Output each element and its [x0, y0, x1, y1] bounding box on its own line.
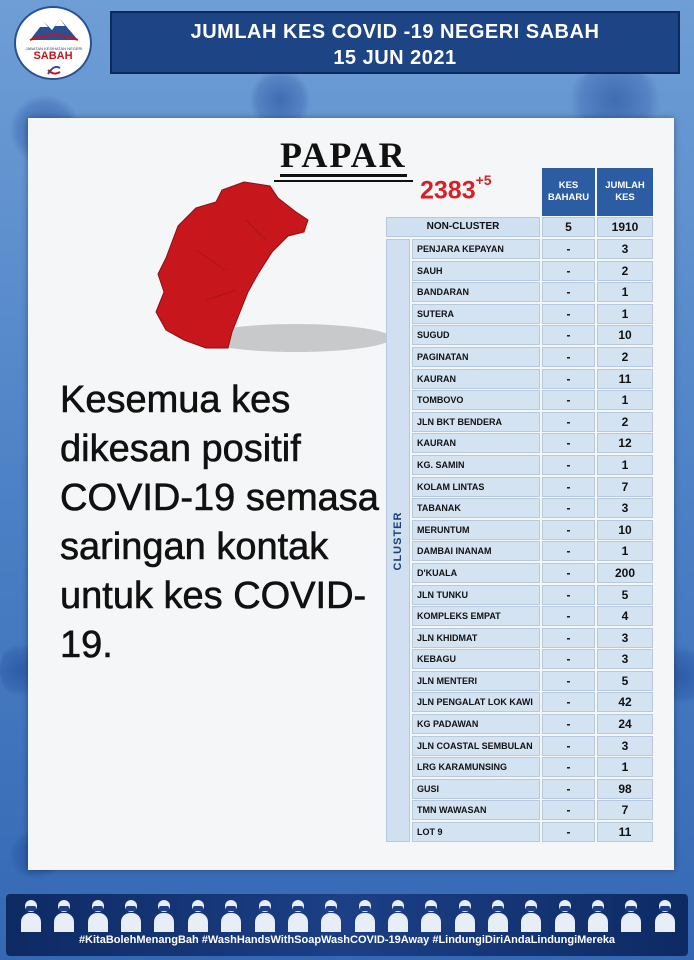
- cluster-total-cases: 2: [597, 261, 653, 281]
- page-header: [110, 11, 680, 74]
- cluster-new-cases: -: [542, 541, 595, 561]
- cluster-label: CLUSTER: [392, 511, 404, 570]
- table-row: [412, 261, 653, 283]
- cluster-new-cases: -: [542, 304, 595, 324]
- cluster-name: KOLAM LINTAS: [412, 477, 540, 497]
- cluster-name: GUSI: [412, 779, 540, 799]
- cluster-name: JLN PENGALAT LOK KAWI: [412, 692, 540, 712]
- table-row: [412, 239, 653, 261]
- person-figure-icon: [187, 896, 209, 932]
- logo-subtitle: JABATAN KESIHATAN NEGERI: [25, 46, 83, 51]
- page-title: JUMLAH KES COVID -19 NEGERI SABAH: [190, 21, 600, 43]
- cluster-total-cases: 11: [597, 822, 653, 842]
- table-row: [412, 282, 653, 304]
- person-figure-icon: [53, 896, 75, 932]
- cluster-name: MERUNTUM: [412, 520, 540, 540]
- cluster-name: TOMBOVO: [412, 390, 540, 410]
- cluster-name: JLN TUNKU: [412, 585, 540, 605]
- sabah-health-logo: [14, 6, 92, 80]
- cluster-table: [412, 239, 653, 844]
- cluster-total-cases: 11: [597, 369, 653, 389]
- cluster-new-cases: -: [542, 779, 595, 799]
- cluster-new-cases: -: [542, 239, 595, 259]
- cluster-total-cases: 3: [597, 498, 653, 518]
- cluster-name: LOT 9: [412, 822, 540, 842]
- table-row: [412, 736, 653, 758]
- table-row: [412, 585, 653, 607]
- cluster-new-cases: -: [542, 498, 595, 518]
- cluster-name: PAGINATAN: [412, 347, 540, 367]
- cluster-name: KEBAGU: [412, 649, 540, 669]
- cluster-total-cases: 3: [597, 628, 653, 648]
- cluster-total-cases: 1: [597, 757, 653, 777]
- cluster-total-cases: 7: [597, 800, 653, 820]
- cluster-name: SAUH: [412, 261, 540, 281]
- cluster-new-cases: -: [542, 412, 595, 432]
- cluster-new-cases: -: [542, 325, 595, 345]
- table-row: [412, 541, 653, 563]
- cluster-label-cell: [386, 239, 410, 842]
- cluster-new-cases: -: [542, 477, 595, 497]
- cluster-total-cases: 1: [597, 390, 653, 410]
- person-figure-icon: [153, 896, 175, 932]
- table-row: [412, 822, 653, 844]
- table-row: [412, 325, 653, 347]
- table-row: [412, 347, 653, 369]
- cluster-total-cases: 7: [597, 477, 653, 497]
- person-figure-icon: [587, 896, 609, 932]
- cluster-total-cases: 5: [597, 585, 653, 605]
- cluster-total-cases: 3: [597, 649, 653, 669]
- cluster-name: KG. SAMIN: [412, 455, 540, 475]
- cluster-new-cases: -: [542, 671, 595, 691]
- cluster-name: JLN KHIDMAT: [412, 628, 540, 648]
- total-cases-value: 2383: [420, 176, 476, 205]
- cluster-total-cases: 200: [597, 563, 653, 583]
- cluster-name: KG PADAWAN: [412, 714, 540, 734]
- footer-hashtags: #KitaBolehMenangBah #WashHandsWithSoapWashCOVID-19Away #LindungiDiriAndaLindungiMereka: [78, 934, 616, 946]
- table-row: [412, 412, 653, 434]
- noncluster-total: 1910: [597, 217, 653, 237]
- table-row: [412, 498, 653, 520]
- table-row: [412, 433, 653, 455]
- table-row: [412, 757, 653, 779]
- person-figure-icon: [620, 896, 642, 932]
- district-card: [28, 118, 674, 870]
- person-figure-icon: [120, 896, 142, 932]
- sabah-health-logo-icon: [28, 16, 80, 42]
- table-row: [412, 628, 653, 650]
- cluster-new-cases: -: [542, 369, 595, 389]
- district-map-icon: [136, 180, 386, 355]
- table-row: [412, 692, 653, 714]
- cluster-name: JLN MENTERI: [412, 671, 540, 691]
- table-row: [412, 800, 653, 822]
- cluster-new-cases: -: [542, 433, 595, 453]
- frontliner-figures-icon: [20, 896, 676, 932]
- person-figure-icon: [354, 896, 376, 932]
- table-row: [412, 606, 653, 628]
- cluster-total-cases: 24: [597, 714, 653, 734]
- person-figure-icon: [487, 896, 509, 932]
- table-row: [412, 649, 653, 671]
- cluster-name: TABANAK: [412, 498, 540, 518]
- person-figure-icon: [254, 896, 276, 932]
- cluster-name: JLN BKT BENDERA: [412, 412, 540, 432]
- cluster-new-cases: -: [542, 347, 595, 367]
- cluster-new-cases: -: [542, 261, 595, 281]
- person-figure-icon: [420, 896, 442, 932]
- cluster-new-cases: -: [542, 585, 595, 605]
- cluster-new-cases: -: [542, 736, 595, 756]
- person-figure-icon: [387, 896, 409, 932]
- case-message: Kesemua kes dikesan positif COVID-19 semasa saringan kontak untuk kes COVID-19.: [60, 379, 379, 666]
- cluster-name: BANDARAN: [412, 282, 540, 302]
- cluster-total-cases: 3: [597, 239, 653, 259]
- cluster-name: JLN COASTAL SEMBULAN: [412, 736, 540, 756]
- cluster-new-cases: -: [542, 390, 595, 410]
- table-row: [412, 671, 653, 693]
- table-row: [412, 563, 653, 585]
- table-row: [412, 477, 653, 499]
- cluster-name: KAURAN: [412, 433, 540, 453]
- cluster-new-cases: -: [542, 714, 595, 734]
- cluster-new-cases: -: [542, 520, 595, 540]
- cluster-total-cases: 5: [597, 671, 653, 691]
- person-figure-icon: [287, 896, 309, 932]
- cluster-name: SUTERA: [412, 304, 540, 324]
- table-row: [412, 520, 653, 542]
- cluster-total-cases: 2: [597, 412, 653, 432]
- person-figure-icon: [454, 896, 476, 932]
- cluster-new-cases: -: [542, 757, 595, 777]
- cluster-new-cases: -: [542, 822, 595, 842]
- cluster-name: TMN WAWASAN: [412, 800, 540, 820]
- cluster-total-cases: 4: [597, 606, 653, 626]
- person-figure-icon: [20, 896, 42, 932]
- logo-name: SABAH: [33, 50, 73, 62]
- cluster-name: PENJARA KEPAYAN: [412, 239, 540, 259]
- cluster-name: LRG KARAMUNSING: [412, 757, 540, 777]
- table-row: [412, 369, 653, 391]
- cluster-total-cases: 1: [597, 455, 653, 475]
- cluster-total-cases: 3: [597, 736, 653, 756]
- cluster-name: KAURAN: [412, 369, 540, 389]
- cluster-name: DAMBAI INANAM: [412, 541, 540, 561]
- cluster-total-cases: 1: [597, 282, 653, 302]
- table-row: [412, 390, 653, 412]
- person-figure-icon: [654, 896, 676, 932]
- cluster-total-cases: 10: [597, 520, 653, 540]
- column-header-total-cases: JUMLAH KES: [597, 168, 653, 216]
- cluster-name: KOMPLEKS EMPAT: [412, 606, 540, 626]
- cluster-new-cases: -: [542, 628, 595, 648]
- cluster-total-cases: 12: [597, 433, 653, 453]
- cluster-total-cases: 10: [597, 325, 653, 345]
- cluster-new-cases: -: [542, 649, 595, 669]
- footer-banner: [6, 894, 688, 956]
- cluster-new-cases: -: [542, 455, 595, 475]
- noncluster-row: [386, 217, 653, 237]
- new-cases-value: +5: [475, 172, 492, 188]
- cluster-new-cases: -: [542, 692, 595, 712]
- person-figure-icon: [320, 896, 342, 932]
- noncluster-label: NON-CLUSTER: [386, 217, 540, 237]
- cluster-total-cases: 2: [597, 347, 653, 367]
- cluster-new-cases: -: [542, 563, 595, 583]
- table-row: [412, 304, 653, 326]
- cluster-new-cases: -: [542, 800, 595, 820]
- table-row: [412, 455, 653, 477]
- district-title: PAPAR: [280, 135, 407, 175]
- cluster-name: SUGUD: [412, 325, 540, 345]
- cluster-total-cases: 1: [597, 541, 653, 561]
- cluster-total-cases: 42: [597, 692, 653, 712]
- logo-swoosh-icon: [46, 64, 62, 76]
- cluster-new-cases: -: [542, 282, 595, 302]
- report-date: 15 JUN 2021: [333, 47, 457, 69]
- person-figure-icon: [520, 896, 542, 932]
- cluster-name: D'KUALA: [412, 563, 540, 583]
- noncluster-new: 5: [542, 217, 595, 237]
- cluster-new-cases: -: [542, 606, 595, 626]
- cluster-total-cases: 1: [597, 304, 653, 324]
- person-figure-icon: [554, 896, 576, 932]
- table-row: [412, 779, 653, 801]
- column-header-new-cases: KES BAHARU: [542, 168, 595, 216]
- table-row: [412, 714, 653, 736]
- person-figure-icon: [87, 896, 109, 932]
- cluster-total-cases: 98: [597, 779, 653, 799]
- total-cases: [420, 172, 492, 205]
- person-figure-icon: [220, 896, 242, 932]
